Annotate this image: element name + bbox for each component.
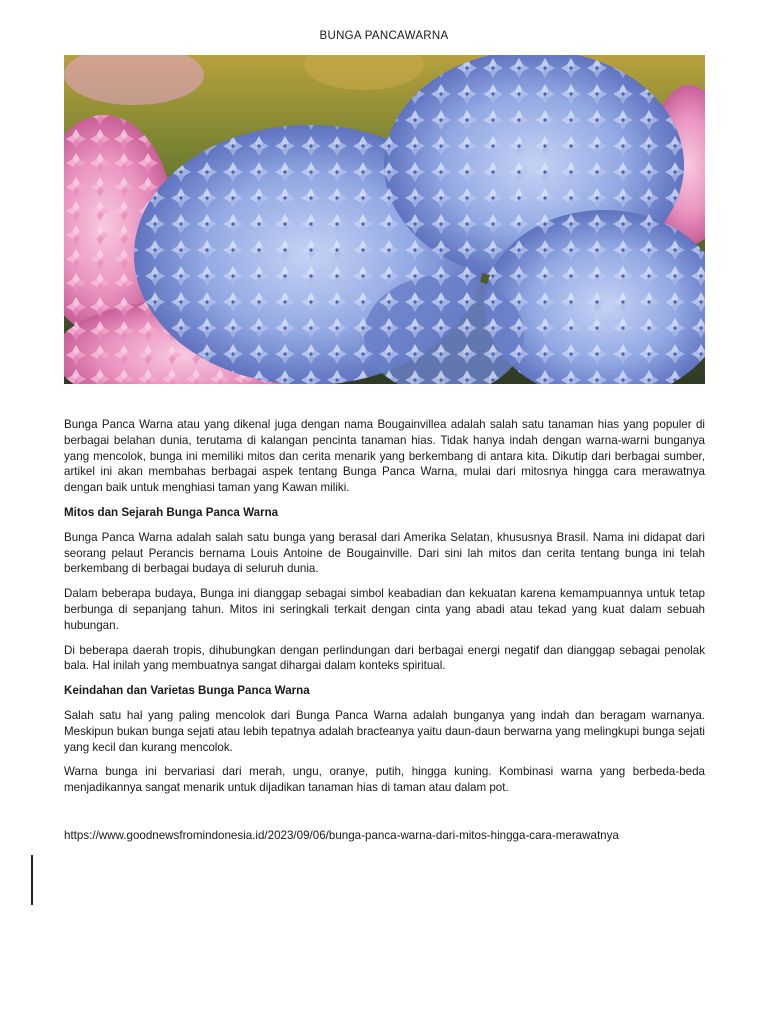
text-cursor (31, 855, 33, 905)
myth-heading: Mitos dan Sejarah Bunga Panca Warna (64, 505, 279, 519)
beauty-paragraph-1: Salah satu hal yang paling mencolok dari Bunga Panca Warna adalah bunganya yang indah dan beragam warnanya. Meskipun bukan bunga sejati atau lebih tepatnya adalah bracteanya yaitu daun-daun berwarna yang melingkupi bunga sejati yang kecil dan kurang mencolok. (64, 708, 705, 754)
myth-paragraph-3: Di beberapa daerah tropis, dihubungkan dengan perlindungan dari berbagai energi negatif dan dianggap sebagai penolak bala. Hal inilah yang membuatnya sangat dihargai dalam konteks spiritual. (64, 643, 705, 673)
beauty-heading: Keindahan dan Varietas Bunga Panca Warna (64, 684, 310, 698)
intro-paragraph: Bunga Panca Warna atau yang dikenal juga dengan nama Bougainvillea adalah salah satu tanaman hias yang populer di berbagai belahan dunia, terutama di kalangan pencinta tanaman hias. Tidak hanya indah dengan warna-warni bunganya yang mencolok, bunga ini memiliki mitos dan cerita menarik yang berkembang di antara kita. Dikutip dari berbagai sumber, artikel ini akan membahas berbagai aspek tentang Bunga Panca Warna, mulai dari mitosnya hingga cara merawatnya dengan baik untuk menghiasi taman yang Kawan miliki. (64, 418, 705, 495)
page-title: BUNGA PANCAWARNA (319, 30, 449, 42)
beauty-paragraph-2: Warna bunga ini bervariasi dari merah, ungu, oranye, putih, hingga kuning. Kombinasi warna yang berbeda-beda menjadikannya sangat menarik untuk dijadikan tanaman hias di taman atau dalam pot. (64, 765, 705, 795)
article-body (64, 417, 705, 805)
source-url[interactable]: https://www.goodnewsfromindonesia.id/2023/09/06/bunga-panca-warna-dari-mitos-hingga-cara-merawatnya (64, 829, 619, 842)
hydrangea-photo (64, 55, 705, 384)
myth-paragraph-1: Bunga Panca Warna adalah salah satu bunga yang berasal dari Amerika Selatan, khususnya Brasil. Nama ini didapat dari seorang pelaut Perancis bernama Louis Antoine de Bougainville. Dari sini lah mitos dan cerita tentang bunga ini telah berkembang di berbagai budaya di seluruh dunia. (64, 530, 705, 576)
myth-paragraph-2: Dalam beberapa budaya, Bunga ini dianggap sebagai simbol keabadian dan kekuatan karena kemampuannya untuk tetap berbunga di sepanjang tahun. Mitos ini seringkali terkait dengan cinta yang abadi atau tekad yang kuat dalam sebuah hubungan. (64, 587, 705, 632)
